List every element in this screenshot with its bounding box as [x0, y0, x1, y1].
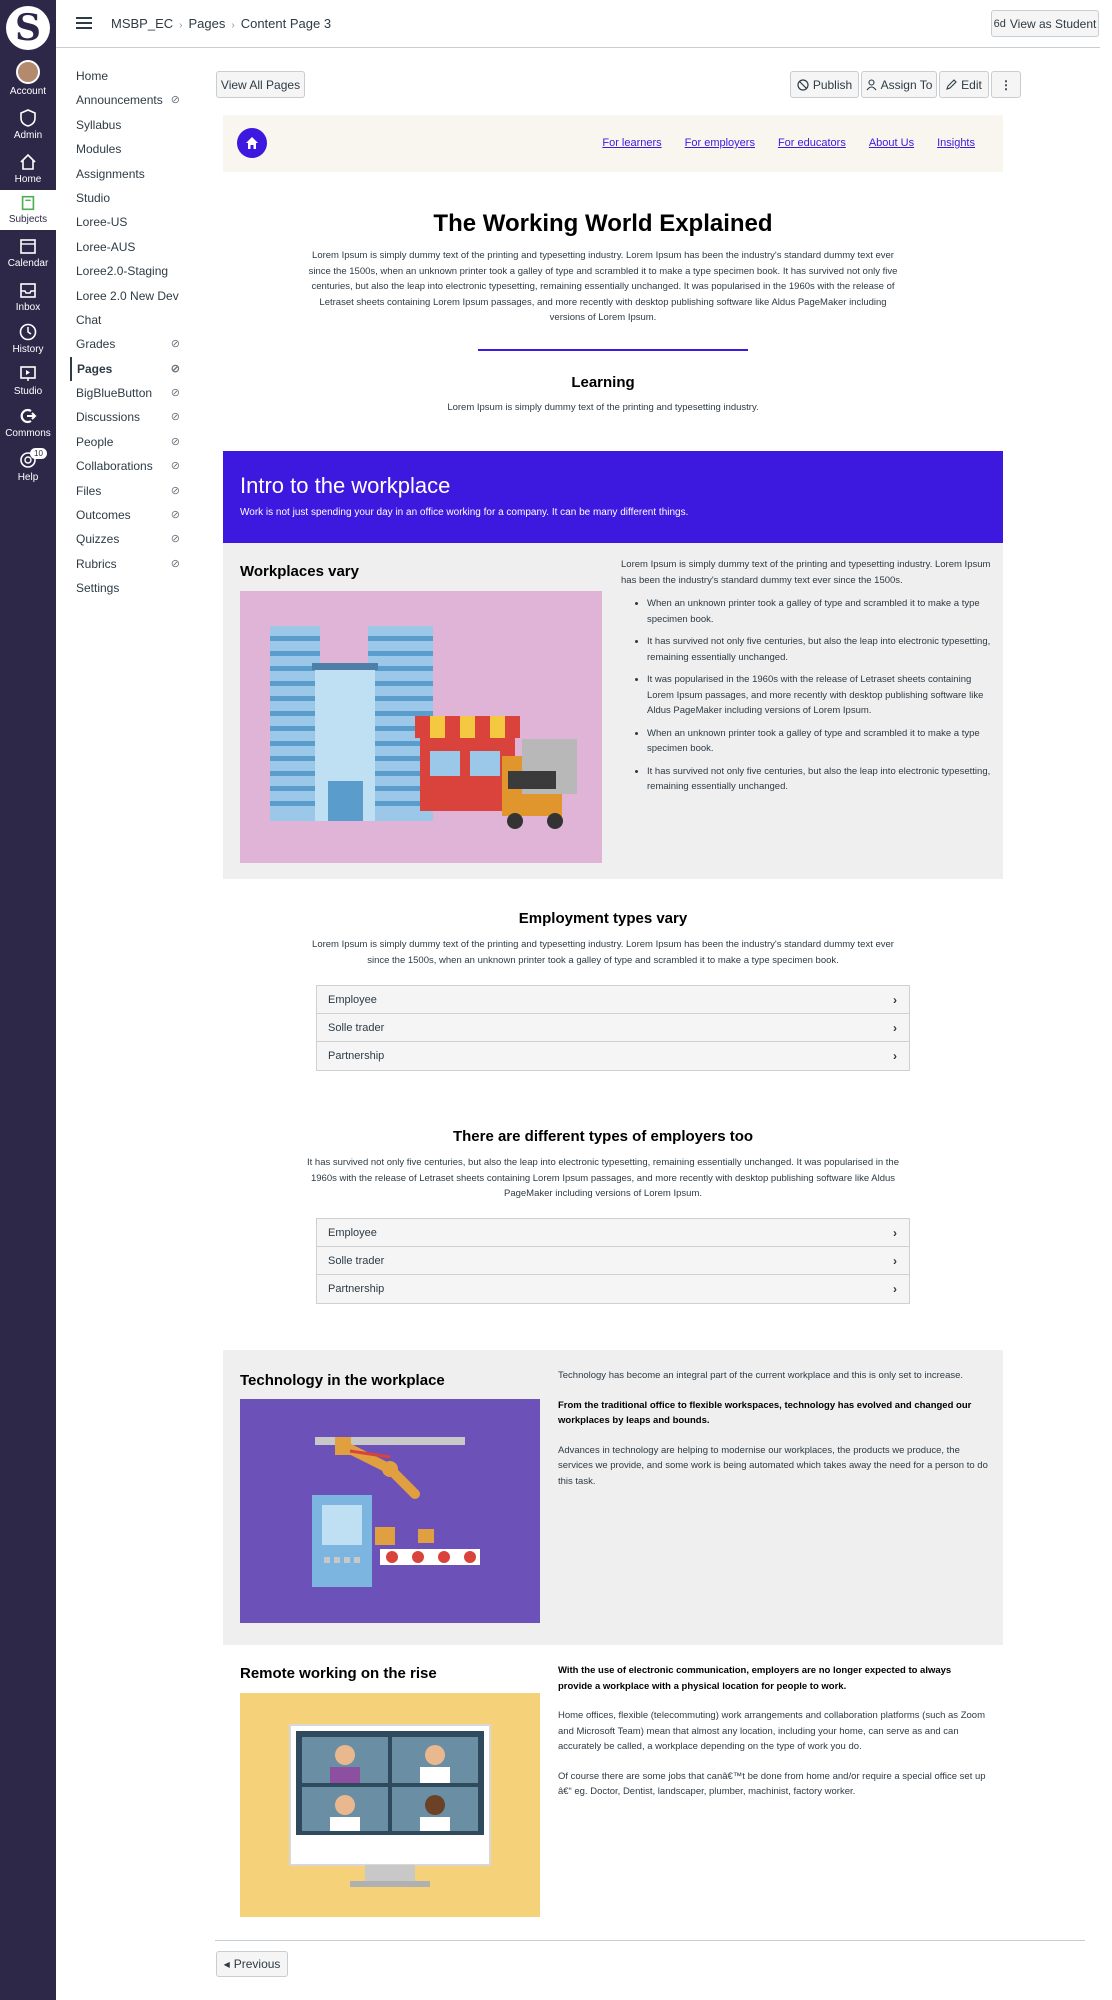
chevron-right-icon: ›	[893, 1226, 897, 1240]
user-icon	[866, 79, 877, 91]
glasses-icon: 6d	[993, 17, 1006, 30]
remote-section	[223, 1645, 1003, 1925]
global-nav-studio[interactable]: Studio	[0, 364, 56, 397]
workplaces-text-block	[621, 557, 991, 802]
global-nav	[0, 0, 56, 2000]
technology-heading: Technology in the workplace	[240, 1372, 445, 1389]
hero-link-learners[interactable]: For learners	[602, 137, 662, 149]
course-nav-item[interactable]: Collaborations ⊘	[70, 454, 180, 478]
course-nav-item[interactable]: Pages ⊘	[70, 357, 180, 381]
course-nav-item[interactable]: Chat	[76, 312, 102, 327]
view-as-student-button[interactable]: 6d View as Student	[991, 10, 1099, 37]
robot-arm-image	[240, 1399, 540, 1623]
eye-hidden-icon: ⊘	[170, 484, 180, 497]
video-call-image	[240, 1693, 540, 1917]
remote-p2: Home offices, flexible (telecommuting) work arrangements and collaboration platforms (such as Zoom and Microsoft Team) mean that almost any location, including your home, can serve as and can accurately be called, a workplace depending on the type of work you do.	[558, 1710, 985, 1752]
list-item: • It was popularised in the 1960s with the release of Letraset sheets containing Lorem Ipsum passages, and more recently with desktop publishing software like Aldus PageMaker including versions of Lorem Ipsum.	[647, 672, 991, 719]
hero-link-educators[interactable]: For educators	[777, 137, 846, 149]
course-nav-item[interactable]: Settings	[76, 581, 120, 596]
unpublished-icon	[797, 79, 809, 91]
course-nav-item[interactable]: Discussions ⊘	[70, 405, 180, 429]
intro-block	[303, 210, 903, 326]
course-nav-item[interactable]: Loree-US	[76, 215, 128, 230]
employers-text: It has survived not only five centuries, but also the leap into electronic typesetting, remaining essentially unchanged. It was popularised in the 1960s with the release of Letraset sheets containing Lorem Ipsum passages, and more recently with desktop publishing software like Aldus PageMaker including versions of Lorem Ipsum.	[307, 1157, 899, 1199]
hero-link-insights[interactable]: Insights	[937, 137, 975, 149]
course-nav-item[interactable]: Syllabus	[76, 117, 122, 132]
course-nav-item[interactable]: Grades ⊘	[70, 332, 180, 356]
pencil-icon	[946, 79, 957, 90]
studio-icon	[18, 364, 38, 384]
inbox-icon	[18, 280, 38, 300]
help-badge: 10	[30, 448, 47, 459]
divider	[478, 349, 748, 351]
remote-p3: Of course there are some jobs that canâ€™t be done from home and/or require a special office set up â€“ eg. Doctor, Dentist, landscaper, plumber, machinist, factory worker.	[558, 1770, 986, 1797]
course-nav-item[interactable]: Rubrics ⊘	[70, 552, 180, 576]
global-nav-inbox[interactable]: Inbox	[0, 280, 56, 313]
page-title: The Working World Explained	[433, 210, 773, 237]
global-nav-account[interactable]: Account	[0, 56, 56, 100]
course-nav-item[interactable]: Files ⊘	[70, 479, 180, 503]
accordion-item-sole-trader[interactable]: Solle trader ›	[317, 1247, 909, 1275]
calendar-icon	[18, 236, 38, 256]
workplaces-heading: Workplaces vary	[240, 563, 359, 580]
city-buildings-image	[240, 591, 602, 863]
course-nav-item[interactable]: Loree2.0-Staging	[76, 264, 169, 279]
global-nav-commons[interactable]: Commons	[0, 406, 56, 439]
hero-nav-links	[579, 137, 975, 149]
course-nav-item[interactable]: Announcements ⊘	[70, 88, 180, 112]
hero-link-employers[interactable]: For employers	[684, 137, 755, 149]
chevron-right-icon: ›	[893, 1021, 897, 1035]
edit-button[interactable]: Edit	[939, 71, 989, 98]
more-options-icon[interactable]: ⋮	[991, 71, 1021, 98]
commons-icon	[18, 406, 38, 426]
institution-logo[interactable]: S	[0, 0, 56, 56]
accordion-item-employee[interactable]: Employee ›	[317, 986, 909, 1014]
employment-block	[303, 910, 903, 968]
publish-button[interactable]: Publish	[790, 71, 859, 98]
global-nav-admin[interactable]: Admin	[0, 108, 56, 141]
accordion-item-employee[interactable]: Employee ›	[317, 1219, 909, 1247]
shield-icon	[18, 108, 38, 128]
clock-icon	[18, 322, 38, 342]
global-nav-home[interactable]: Home	[0, 152, 56, 185]
eye-hidden-icon: ⊘	[170, 94, 180, 107]
eye-hidden-icon: ⊘	[170, 533, 180, 546]
employers-heading: There are different types of employers too	[452, 1128, 754, 1145]
technology-p3: Advances in technology are helping to modernise our workplaces, the products we produce, the services we provide, and some work is being automated which takes away the need for a person to do this task.	[558, 1444, 988, 1487]
list-item: • When an unknown printer took a galley of type and scrambled it to make a type specimen book.	[647, 726, 991, 757]
hero-link-about[interactable]: About Us	[868, 137, 915, 149]
breadcrumb	[111, 16, 331, 31]
workplaces-section	[223, 543, 1003, 879]
eye-hidden-icon: ⊘	[170, 362, 180, 375]
learning-text: Lorem Ipsum is simply dummy text of the printing and typesetting industry.	[447, 402, 759, 413]
global-nav-help[interactable]: 10 Help	[0, 450, 56, 483]
view-all-pages-button[interactable]: View All Pages	[216, 71, 305, 98]
workplaces-bullets	[621, 596, 991, 795]
breadcrumb-separator-icon: ›	[179, 20, 183, 31]
course-nav-item[interactable]: Outcomes ⊘	[70, 503, 180, 527]
chevron-right-icon: ›	[893, 993, 897, 1007]
eye-hidden-icon: ⊘	[170, 509, 180, 522]
employment-heading: Employment types vary	[518, 910, 688, 927]
remote-p1: With the use of electronic communication, employers are no longer expected to always provide a workplace with a physical location for people to work.	[558, 1665, 952, 1692]
global-nav-calendar[interactable]: Calendar	[0, 236, 56, 269]
remote-text-block	[558, 1663, 988, 1800]
previous-button[interactable]: ◀ Previous	[216, 1951, 288, 1977]
course-nav-item[interactable]: BigBlueButton ⊘	[70, 381, 180, 405]
hero-banner	[223, 115, 1003, 172]
eye-hidden-icon: ⊘	[170, 557, 180, 570]
intro-paragraph: Lorem Ipsum is simply dummy text of the printing and typesetting industry. Lorem Ipsum has been the industry's standard dummy text ever since the 1500s, when an unknown printer took a galley of type and scrambled it to make a type specimen book. It has survived not only five centuries, but also the leap into electronic typesetting, remaining essentially unchanged. It was popularised in the 1960s with the release of Letraset sheets containing Lorem Ipsum passages, and more recently with desktop publishing software like Aldus PageMaker including versions of Lorem Ipsum.	[308, 250, 898, 323]
technology-p1: Technology has become an integral part of the current workplace and this is only set to increase.	[558, 1370, 964, 1381]
top-bar	[56, 0, 1100, 48]
course-nav-item[interactable]: Home	[76, 69, 109, 83]
course-nav-item[interactable]: Studio	[76, 190, 111, 205]
home-icon[interactable]	[237, 128, 267, 158]
caret-left-icon: ◀	[223, 1959, 230, 1969]
list-item: • It has survived not only five centuries, but also the leap into electronic typesetting, remaining essentially unchanged.	[647, 764, 991, 795]
eye-hidden-icon: ⊘	[170, 338, 180, 351]
employers-accordion	[316, 1218, 910, 1304]
course-nav-item[interactable]: Assignments	[76, 166, 145, 181]
footer-divider	[215, 1940, 1085, 1941]
hamburger-menu-icon[interactable]	[76, 17, 92, 29]
assign-to-button[interactable]: Assign To	[861, 71, 937, 98]
employers-block	[303, 1128, 903, 1202]
course-nav-item[interactable]: Quizzes ⊘	[70, 527, 180, 551]
breadcrumb-separator-icon: ›	[231, 20, 235, 31]
home-icon	[18, 152, 38, 172]
eye-hidden-icon: ⊘	[170, 411, 180, 424]
course-nav-item[interactable]: Loree-AUS	[76, 239, 136, 254]
accordion-item-partnership[interactable]: Partnership ›	[317, 1042, 909, 1070]
course-nav-item[interactable]: Loree 2.0 New Dev	[76, 288, 179, 303]
book-icon	[19, 194, 37, 212]
learning-block	[303, 374, 903, 416]
chevron-right-icon: ›	[893, 1049, 897, 1063]
course-nav-item[interactable]: Modules	[76, 142, 122, 157]
breadcrumb-course[interactable]: MSBP_EC	[111, 16, 174, 31]
intro-banner	[223, 451, 1003, 543]
banner-heading: Intro to the workplace	[240, 473, 451, 498]
technology-p2: From the traditional office to flexible workspaces, technology has evolved and changed our workplaces by leaps and bounds.	[558, 1399, 972, 1426]
employment-text: Lorem Ipsum is simply dummy text of the printing and typesetting industry. Lorem Ipsum has been the industry's standard dummy text ever since the 1500s, when an unknown printer took a galley of type and scrambled it to make a type specimen book.	[312, 939, 894, 966]
chevron-right-icon: ›	[893, 1254, 897, 1268]
chevron-right-icon: ›	[893, 1282, 897, 1296]
breadcrumb-current: Content Page 3	[240, 16, 332, 31]
eye-hidden-icon: ⊘	[170, 387, 180, 400]
global-nav-history[interactable]: History	[0, 322, 56, 355]
course-nav-item[interactable]: People ⊘	[70, 430, 180, 454]
eye-hidden-icon: ⊘	[170, 435, 180, 448]
learning-heading: Learning	[571, 374, 635, 391]
breadcrumb-pages[interactable]: Pages	[188, 16, 226, 31]
accordion-item-sole-trader[interactable]: Solle trader ›	[317, 1014, 909, 1042]
technology-text-block	[558, 1368, 988, 1489]
eye-hidden-icon: ⊘	[170, 460, 180, 473]
remote-heading: Remote working on the rise	[240, 1665, 437, 1682]
accordion-item-partnership[interactable]: Partnership ›	[317, 1275, 909, 1303]
global-nav-subjects[interactable]: Subjects	[0, 190, 56, 230]
course-nav	[70, 64, 180, 601]
employment-accordion	[316, 985, 910, 1071]
technology-section	[223, 1350, 1003, 1645]
workplaces-text: Lorem Ipsum is simply dummy text of the printing and typesetting industry. Lorem Ipsum has been the industry's standard dummy text ever since the 1500s.	[621, 559, 991, 586]
banner-text: Work is not just spending your day in an office working for a company. It can be many different things.	[240, 507, 689, 518]
list-item: • When an unknown printer took a galley of type and scrambled it to make a type specimen book.	[647, 596, 991, 627]
account-avatar-icon	[16, 60, 40, 84]
list-item: • It has survived not only five centuries, but also the leap into electronic typesetting, remaining essentially unchanged.	[647, 634, 991, 665]
